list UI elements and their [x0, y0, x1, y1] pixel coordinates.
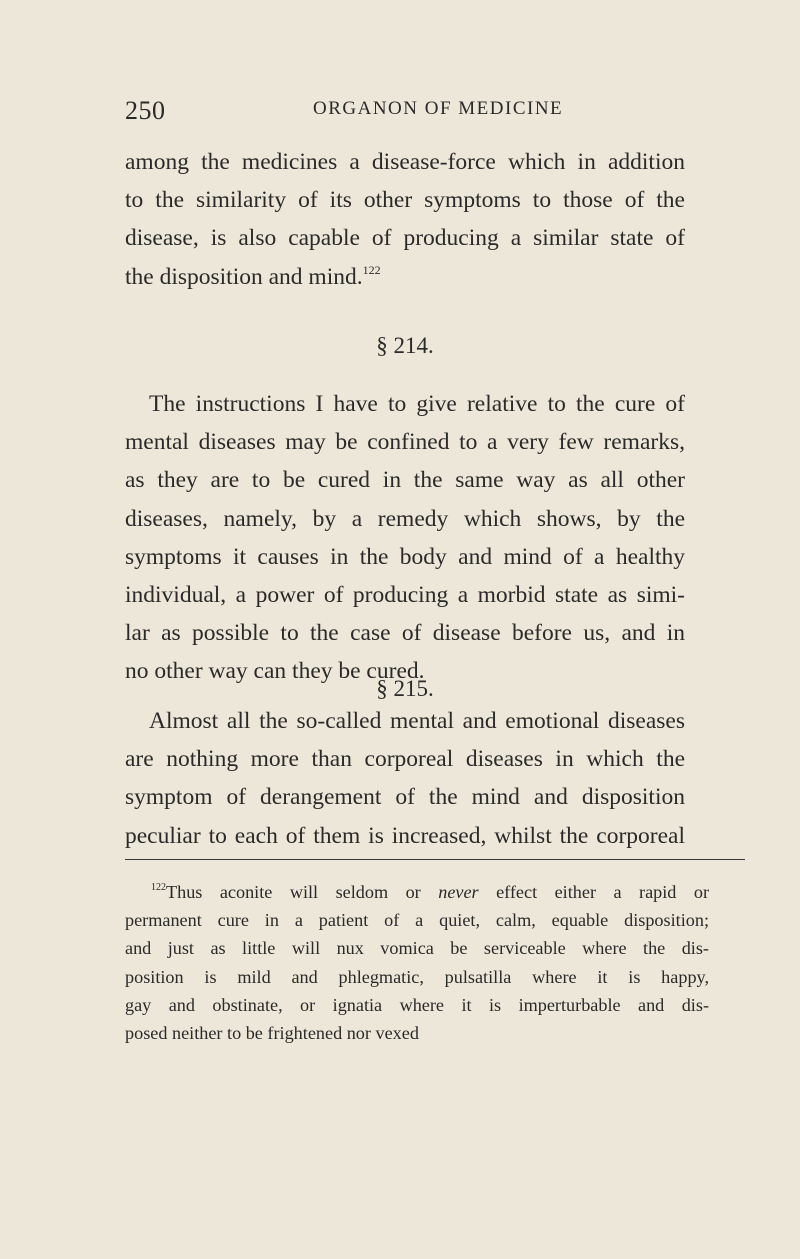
- text-line: to the similarity of its other symptoms to those of the: [125, 187, 685, 214]
- page-header: [125, 96, 685, 128]
- text-line: diseases, namely, by a remedy which shows, by the: [125, 505, 685, 532]
- section-heading-214: § 214.: [376, 333, 434, 358]
- footnote-line: position is mild and phlegmatic, pulsatilla where it is happy,: [125, 966, 709, 987]
- footnote: [125, 878, 709, 1047]
- section-heading-215: § 215.: [376, 676, 434, 701]
- text-line-content: the disposition and mind.: [125, 263, 363, 290]
- text-line: among the medicines a disease-force which in addition: [125, 149, 685, 175]
- footnote-line: permanent cure in a patient of a quiet, calm, equable disposition;: [125, 910, 709, 931]
- footnote-line: [125, 878, 709, 906]
- section-215-paragraph: [125, 702, 685, 855]
- text-line: disease, is also capable of producing a similar state of: [125, 225, 685, 252]
- text-line: lar as possible to the case of disease before us, and in: [125, 620, 685, 647]
- footnote-line: posed neither to be frightened nor vexed: [125, 1022, 419, 1043]
- footnote-rule: [125, 859, 745, 860]
- text-line: peculiar to each of them is increased, whilst the corporeal: [125, 822, 685, 849]
- text-line: mental diseases may be confined to a very few remarks,: [125, 429, 685, 456]
- footnote-reference: 122: [362, 262, 381, 277]
- page-number: 250: [125, 96, 166, 125]
- footnote-text: effect either a rapid or: [478, 882, 709, 902]
- text-line: [125, 258, 685, 296]
- text-line: Almost all the so-called mental and emotional diseases: [149, 708, 685, 734]
- footnote-emphasis: never: [438, 882, 479, 902]
- footnote-line: and just as little will nux vomica be serviceable where the dis-: [125, 938, 709, 959]
- footnote-line: gay and obstinate, or ignatia where it is imperturbable and dis-: [125, 994, 709, 1015]
- footnote-text: Thus aconite will seldom or: [166, 882, 439, 902]
- text-line: individual, a power of producing a morbid state as simi-: [125, 581, 685, 608]
- running-head: ORGANON OF MEDICINE: [313, 98, 564, 119]
- continuation-paragraph: [125, 143, 685, 296]
- text-line: symptoms it causes in the body and mind of a healthy: [125, 543, 685, 570]
- section-214-paragraph: [125, 385, 685, 691]
- text-line: are nothing more than corporeal diseases in which the: [125, 746, 685, 773]
- text-line: as they are to be cured in the same way as all other: [125, 467, 685, 494]
- text-line: The instructions I have to give relative to the cure of: [149, 391, 685, 417]
- text-line: no other way can they be cured.: [125, 658, 425, 685]
- text-line: symptom of derangement of the mind and disposition: [125, 784, 685, 811]
- footnote-number: 122: [151, 882, 166, 893]
